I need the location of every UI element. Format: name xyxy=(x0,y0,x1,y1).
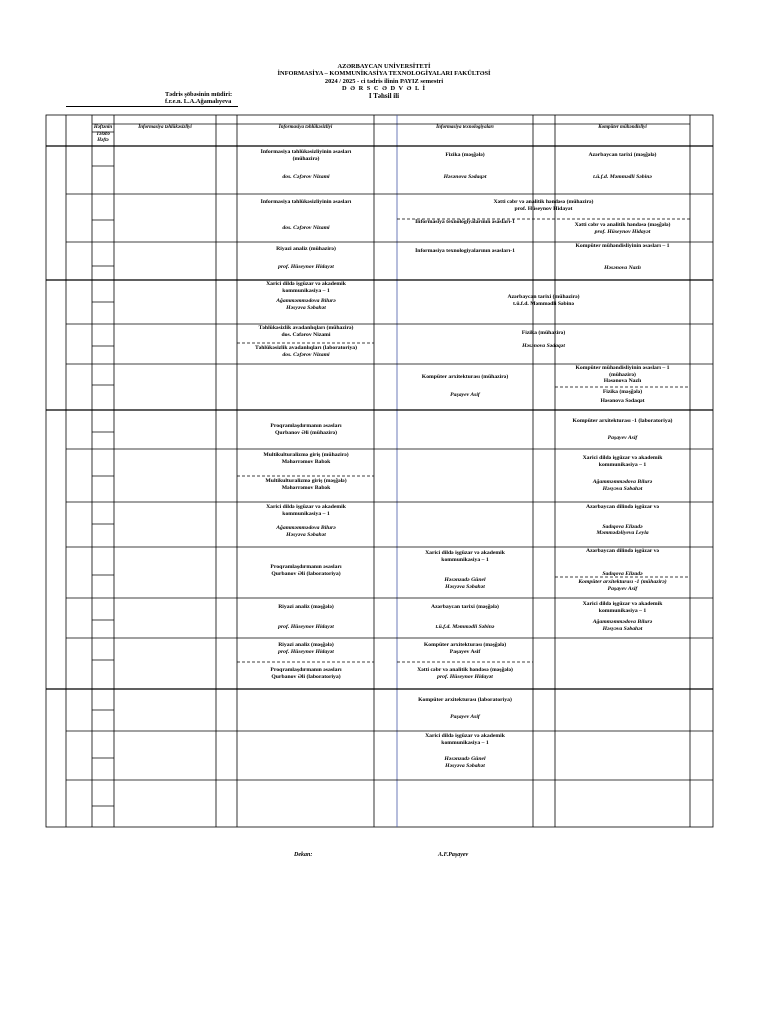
class-cell xyxy=(239,325,373,342)
cell-text: Multikulturalizmə giriş (məşğələ) xyxy=(265,478,347,484)
class-cell xyxy=(239,604,373,637)
cell-text: Xarici dildə işgüzar və akademik xyxy=(425,733,505,739)
cell-text: Ağamməmmədova Bilurə xyxy=(276,525,336,532)
cell-text: Həsyəva Səbahət xyxy=(286,531,326,538)
class-cell xyxy=(556,152,689,192)
cell-text: İnformasiya təhlükəsizliyinin əsasları xyxy=(260,199,352,205)
class-cell xyxy=(398,152,532,192)
cell-text: Həsənzadə Günel xyxy=(444,756,486,763)
cell-text: prof. Hüseynov Hidayət xyxy=(514,205,573,212)
cell-text: Xarici dildə işgüzar və akademik xyxy=(266,504,346,510)
class-cell xyxy=(556,601,689,637)
cell-text: Proqramlaşdırmanın əsasları xyxy=(270,667,342,673)
class-cell xyxy=(398,294,689,314)
cell-text: Kompüter arxitekturası (laboratoriya) xyxy=(418,697,512,703)
cell-text: Paşayev Asif xyxy=(607,434,638,441)
class-cell xyxy=(556,222,689,240)
cell-text: Təhlükəsizlik avadanlıqları (mühazirə) xyxy=(258,325,354,331)
cell-text: Ağamməmmədova Bilurə xyxy=(592,619,653,626)
cell-text: Fizika (mühazirə) xyxy=(521,330,566,336)
class-cell xyxy=(239,564,373,584)
cell-text: Ağamməmmədova Bilurə xyxy=(276,298,336,305)
class-cell xyxy=(398,219,532,227)
cell-text: Azərbaycan dilində işgüzar və xyxy=(585,548,660,554)
slot-lines xyxy=(92,166,114,806)
class-cell xyxy=(239,281,373,323)
class-cell xyxy=(556,579,689,597)
cell-text: Həsyəva Səbahət xyxy=(445,762,485,769)
cell-text: Həsyəva Səbahət xyxy=(602,625,643,632)
header-col-4: Kompüter mühəndisliyi xyxy=(598,125,647,130)
class-cell xyxy=(239,345,373,363)
cell-text: Fizika (məşğələ) xyxy=(445,152,485,158)
header-col-3: İnformasiya texnologiyaları xyxy=(436,125,494,130)
university-name: AZƏRBAYCAN UNİVERSİTETİ xyxy=(337,63,431,70)
dean-label: Dekan: xyxy=(294,852,313,858)
class-cell xyxy=(556,455,689,501)
cell-text: Xətti cəbr və analitik həndəsə (məşğələ) xyxy=(574,222,671,228)
cell-text: Sadıqova Elizadə xyxy=(602,523,643,530)
cell-text: Kompüter mühəndisliyinin əsasları – 1 xyxy=(575,243,670,249)
cell-text: Paşayev Asif xyxy=(450,391,480,398)
cell-text: Riyazi analiz (məşğələ) xyxy=(278,642,334,648)
faculty-name: İNFORMASİYA – KOMMUNİKASİYA TEXNOLOGİYALARI FAKÜLTƏSİ xyxy=(277,70,491,78)
cell-text: Xarici dildə işgüzar və akademik xyxy=(582,601,663,607)
class-cell xyxy=(239,504,373,546)
cell-text: Ağamməmmədova Bilurə xyxy=(592,479,653,486)
cell-text: Həsyəva Səbahət xyxy=(602,485,643,492)
cell-text: prof. Hüseynov Hidayət xyxy=(278,623,334,630)
cell-text: İnformasiya texnologiyalarının əsasları-1 xyxy=(415,248,515,254)
cell-text: Azərbaycan tarixi (məşğələ) xyxy=(431,604,499,610)
cell-text: Fizika (məşğələ) xyxy=(602,389,643,395)
cell-text: Xətti cəbr və analitik həndəsə (mühazirə) xyxy=(493,199,594,205)
cell-text: Kompüter arxitekturası -1 (mühazirə) xyxy=(578,579,667,585)
cell-text: Kompüter arxitekturası (məşğələ) xyxy=(423,642,507,648)
class-cell xyxy=(239,423,373,441)
cell-text: Məhərrəmov Babək xyxy=(281,484,331,491)
header-col-1: İnformasiya təhlükəsizliyi xyxy=(138,125,192,130)
cell-text: Riyazi analiz (məşğələ) xyxy=(278,604,334,610)
class-cell xyxy=(239,478,373,501)
class-cell xyxy=(398,733,532,779)
cell-text: Proqramlaşdırmanın əsasları xyxy=(270,423,342,429)
cell-text: Həsənova Sədaqət xyxy=(522,342,565,349)
class-cell xyxy=(556,365,689,386)
cell-text: Həsyəva Səbahət xyxy=(286,304,326,311)
cell-text: Həsənova Sədaqət xyxy=(443,173,487,180)
cell-text: Paşayev Asif xyxy=(450,713,480,720)
cell-text: Azərbaycan dilində işgüzar və xyxy=(585,504,660,510)
cell-text: kommunikasiya – 1 xyxy=(282,510,330,517)
class-cell xyxy=(556,504,689,546)
class-cell xyxy=(398,199,689,218)
cell-text: Həsənova Sədaqət xyxy=(600,397,645,404)
cell-text: Xarici dildə işgüzar və akademik xyxy=(582,455,663,461)
cell-text: kommunikasiya – 1 xyxy=(441,739,489,746)
cell-text: prof. Hüseynov Hidayət xyxy=(437,673,493,680)
class-cell xyxy=(556,418,689,448)
cell-text: Xətti cəbr və analitik həndəsə (məşğələ) xyxy=(417,667,513,673)
cell-text: prof. Hüseynov Hidayət xyxy=(594,228,651,235)
cell-text: Proqramlaşdırmanın əsasları xyxy=(270,564,342,570)
cell-text: kommunikasiya – 1 xyxy=(598,461,647,468)
cell-text: Xarici dildə işgüzar və akademik xyxy=(425,550,505,556)
approval-name: f.r.e.n. L.A.Ağamalıyeva xyxy=(165,98,232,105)
class-cell xyxy=(239,246,373,279)
cell-text: t.ü.f.d. Məmmədli Səbinə xyxy=(513,300,574,307)
cell-text: dos. Cəfərov Nizami xyxy=(281,331,331,338)
cell-text: Təhlükəsizlik avadanlıqları (laboratoriya) xyxy=(254,345,358,351)
class-cell xyxy=(239,452,373,475)
dean-name: A.F.Paşayev xyxy=(438,852,469,858)
approval-title: Tədris şöbəsinin müdiri: xyxy=(165,91,233,98)
cell-text: İnformasiya texnologiyalarının əsasları-1 xyxy=(415,219,515,225)
cell-text: (mühazirə) xyxy=(292,155,320,162)
cell-text: Həsənzadə Günel xyxy=(444,577,486,584)
header-student: Tələbə xyxy=(96,132,110,137)
class-cell xyxy=(239,199,373,241)
class-cell xyxy=(239,667,373,687)
cell-text: (mühazirə) xyxy=(609,371,636,378)
cell-text: Həsyəva Səbahət xyxy=(445,583,485,590)
cell-text: prof. Hüseynov Hidayət xyxy=(278,648,334,655)
class-cell xyxy=(398,550,532,597)
cell-text: Qurbanov Əli (laboratoriya) xyxy=(271,673,341,680)
cell-text: dos. Cəfərov Nizami xyxy=(282,224,330,231)
cell-text: Qurbanov Əli (mühazirə) xyxy=(274,429,338,436)
class-cell xyxy=(398,697,532,730)
cell-text: Həsənova Nazlı xyxy=(604,264,641,271)
header-day: Həftənin xyxy=(93,125,113,130)
class-cell xyxy=(398,248,532,262)
cell-text: Kompüter arxitekturası -1 (laboratoriya) xyxy=(572,418,673,424)
header-week: Həftə xyxy=(97,138,109,143)
cell-text: kommunikasiya – 1 xyxy=(441,556,489,563)
cell-text: Azərbaycan tarixi (mühazirə) xyxy=(507,294,580,300)
class-cell xyxy=(398,604,532,637)
class-cell xyxy=(398,667,532,687)
class-cell xyxy=(556,243,689,279)
schedule-title: D Ə R S C Ə D V Ə L İ xyxy=(342,84,426,92)
cell-text: İnformasiya təhlükəsizliyinin əsasları xyxy=(260,149,352,155)
cell-text: Xarici dildə işgüzar və akademik xyxy=(266,281,346,287)
cell-text: Məmmədəliyeva Leyla xyxy=(596,530,649,537)
cell-text: Paşayev Asif xyxy=(607,585,638,592)
cell-text: Məhərrəmov Babək xyxy=(281,458,331,465)
cell-text: Sadıqova Elizadə xyxy=(602,570,643,577)
cell-text: prof. Hüseynov Hidayət xyxy=(278,263,334,270)
semester-line: 2024 / 2025 - ci tədris ilinin PAYIZ semestri xyxy=(324,77,444,85)
class-cell xyxy=(398,642,532,661)
class-cell xyxy=(239,642,373,661)
class-cell xyxy=(239,149,373,193)
cell-text: t.ü.f.d. Məmmədli Səbinə xyxy=(435,623,495,630)
cell-text: Kompüter mühəndisliyinin əsasları – 1 xyxy=(575,365,670,371)
cell-text: Riyazi analiz (mühazirə) xyxy=(276,246,336,252)
cell-text: Həsənova Nazlı xyxy=(603,378,642,385)
cell-text: Kompüter arxitekturası (mühazirə) xyxy=(421,374,509,380)
class-cell xyxy=(556,548,689,577)
class-cell xyxy=(398,374,532,408)
cell-text: t.ü.f.d. Məmmədli Səbinə xyxy=(593,173,652,180)
cell-text: kommunikasiya – 1 xyxy=(282,287,330,294)
cell-text: dos. Cəfərov Nizami xyxy=(282,351,330,358)
cell-text: dos. Cəfərov Nizami xyxy=(282,174,330,181)
header-col-2: İnformasiya təhlükəsizliyi xyxy=(278,125,333,130)
cell-text: kommunikasiya – 1 xyxy=(598,607,647,614)
class-cell xyxy=(398,330,689,363)
cell-text: Azərbaycan tarixi (məşğələ) xyxy=(588,152,657,158)
class-cell xyxy=(556,389,689,409)
cell-text: Multikulturalizmə giriş (mühazirə) xyxy=(263,452,349,458)
cell-text: Qurbanov Əli (laboratoriya) xyxy=(271,570,341,577)
cell-text: Paşayev Asif xyxy=(449,648,481,655)
study-year: I Təhsil ili xyxy=(368,92,400,101)
